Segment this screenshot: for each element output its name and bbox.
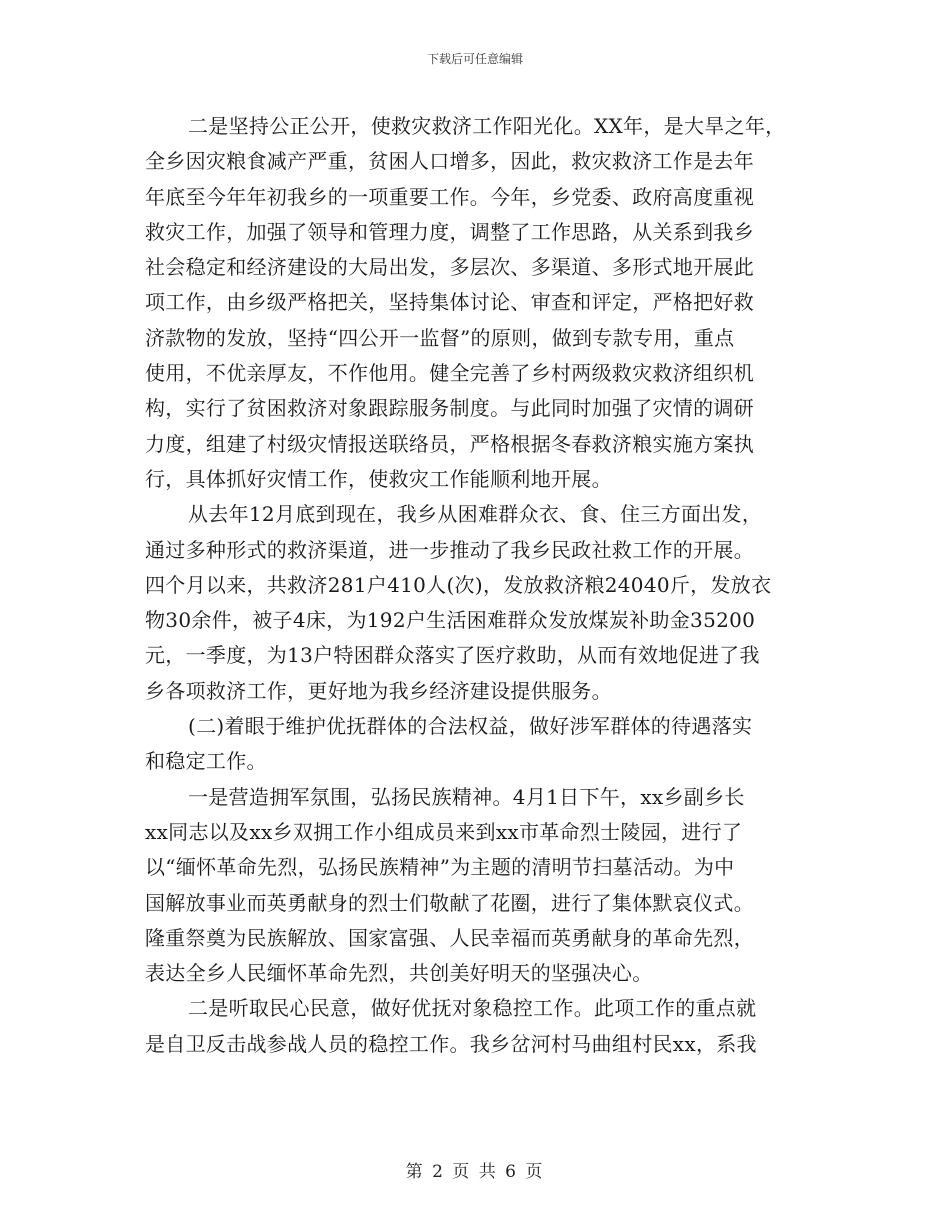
paragraph-line: 力度，组建了村级灾情报送联络员，严格根据冬春救济粮实施方案执	[145, 431, 754, 456]
paragraph-line: 使用，不优亲厚友，不作他用。健全完善了乡村两级救灾救济组织机	[145, 361, 754, 386]
paragraph-line: 一是营造拥军氛围，弘扬民族精神。4月1日下午，xx乡副乡长	[188, 784, 745, 809]
paragraph-line: 通过多种形式的救济渠道，进一步推动了我乡民政社救工作的开展。	[145, 537, 754, 562]
paragraph-line: 四个月以来，共救济281户410人(次)，发放救济粮24040斤，发放衣	[145, 572, 772, 597]
paragraph-line: xx同志以及xx乡双拥工作小组成员来到xx市革命烈士陵园，进行了	[145, 819, 743, 844]
paragraph-line: 社会稳定和经济建设的大局出发，多层次、多渠道、多形式地开展此	[145, 255, 754, 280]
paragraph-line: 构，实行了贫困救济对象跟踪服务制度。与此同时加强了灾情的调研	[145, 396, 754, 421]
paragraph-line: 全乡因灾粮食减产严重，贫困人口增多，因此，救灾救济工作是去年	[145, 149, 754, 174]
paragraph-line: 元，一季度，为13户特困群众落实了医疗救助，从而有效地促进了我	[145, 643, 760, 668]
paragraph-line: 二是坚持公正公开，使救灾救济工作阳光化。XX年，是大旱之年，	[188, 114, 786, 138]
paragraph-line: 隆重祭奠为民族解放、国家富强、人民幸福而英勇献身的革命先烈，	[145, 925, 754, 950]
paragraph-line: 年底至今年年初我乡的一项重要工作。今年，乡党委、政府高度重视	[145, 184, 754, 209]
paragraph-line: 是自卫反击战参战人员的稳控工作。我乡岔河村马曲组村民xx，系我	[145, 1031, 757, 1056]
page-header: 下载后可任意编辑	[426, 52, 523, 66]
paragraph-line: 乡各项救济工作，更好地为我乡经济建设提供服务。	[145, 678, 612, 703]
paragraph-line: 物30余件，被子4床，为192户生活困难群众发放煤炭补助金35200	[145, 608, 756, 633]
page-footer: 第 2 页 共 6 页	[405, 1162, 545, 1182]
paragraph-line: 以“缅怀革命先烈，弘扬民族精神”为主题的清明节扫墓活动。为中	[145, 855, 735, 880]
document-body	[145, 109, 810, 1062]
paragraph-line: 项工作，由乡级严格把关，坚持集体讨论、审查和评定，严格把好救	[145, 290, 754, 315]
paragraph-line: 从去年12月底到现在，我乡从困难群众衣、食、住三方面出发，	[188, 502, 763, 527]
section-heading-line: (二)着眼于维护优抚群体的合法权益，做好涉军群体的待遇落实	[188, 714, 753, 739]
paragraph-line: 救灾工作，加强了领导和管理力度，调整了工作思路，从关系到我乡	[145, 219, 754, 244]
paragraph-line: 表达全乡人民缅怀革命先烈，共创美好明天的坚强决心。	[145, 961, 653, 986]
paragraph-line: 国解放事业而英勇献身的烈士们敬献了花圈，进行了集体默哀仪式。	[145, 890, 754, 915]
paragraph-line: 行，具体抓好灾情工作，使救灾工作能顺利地开展。	[145, 466, 612, 491]
paragraph-line: 济款物的发放，坚持“四公开一监督”的原则，做到专款专用，重点	[145, 325, 735, 350]
section-heading-line: 和稳定工作。	[145, 749, 267, 774]
paragraph-line: 二是听取民心民意，做好优抚对象稳控工作。此项工作的重点就	[188, 996, 757, 1021]
